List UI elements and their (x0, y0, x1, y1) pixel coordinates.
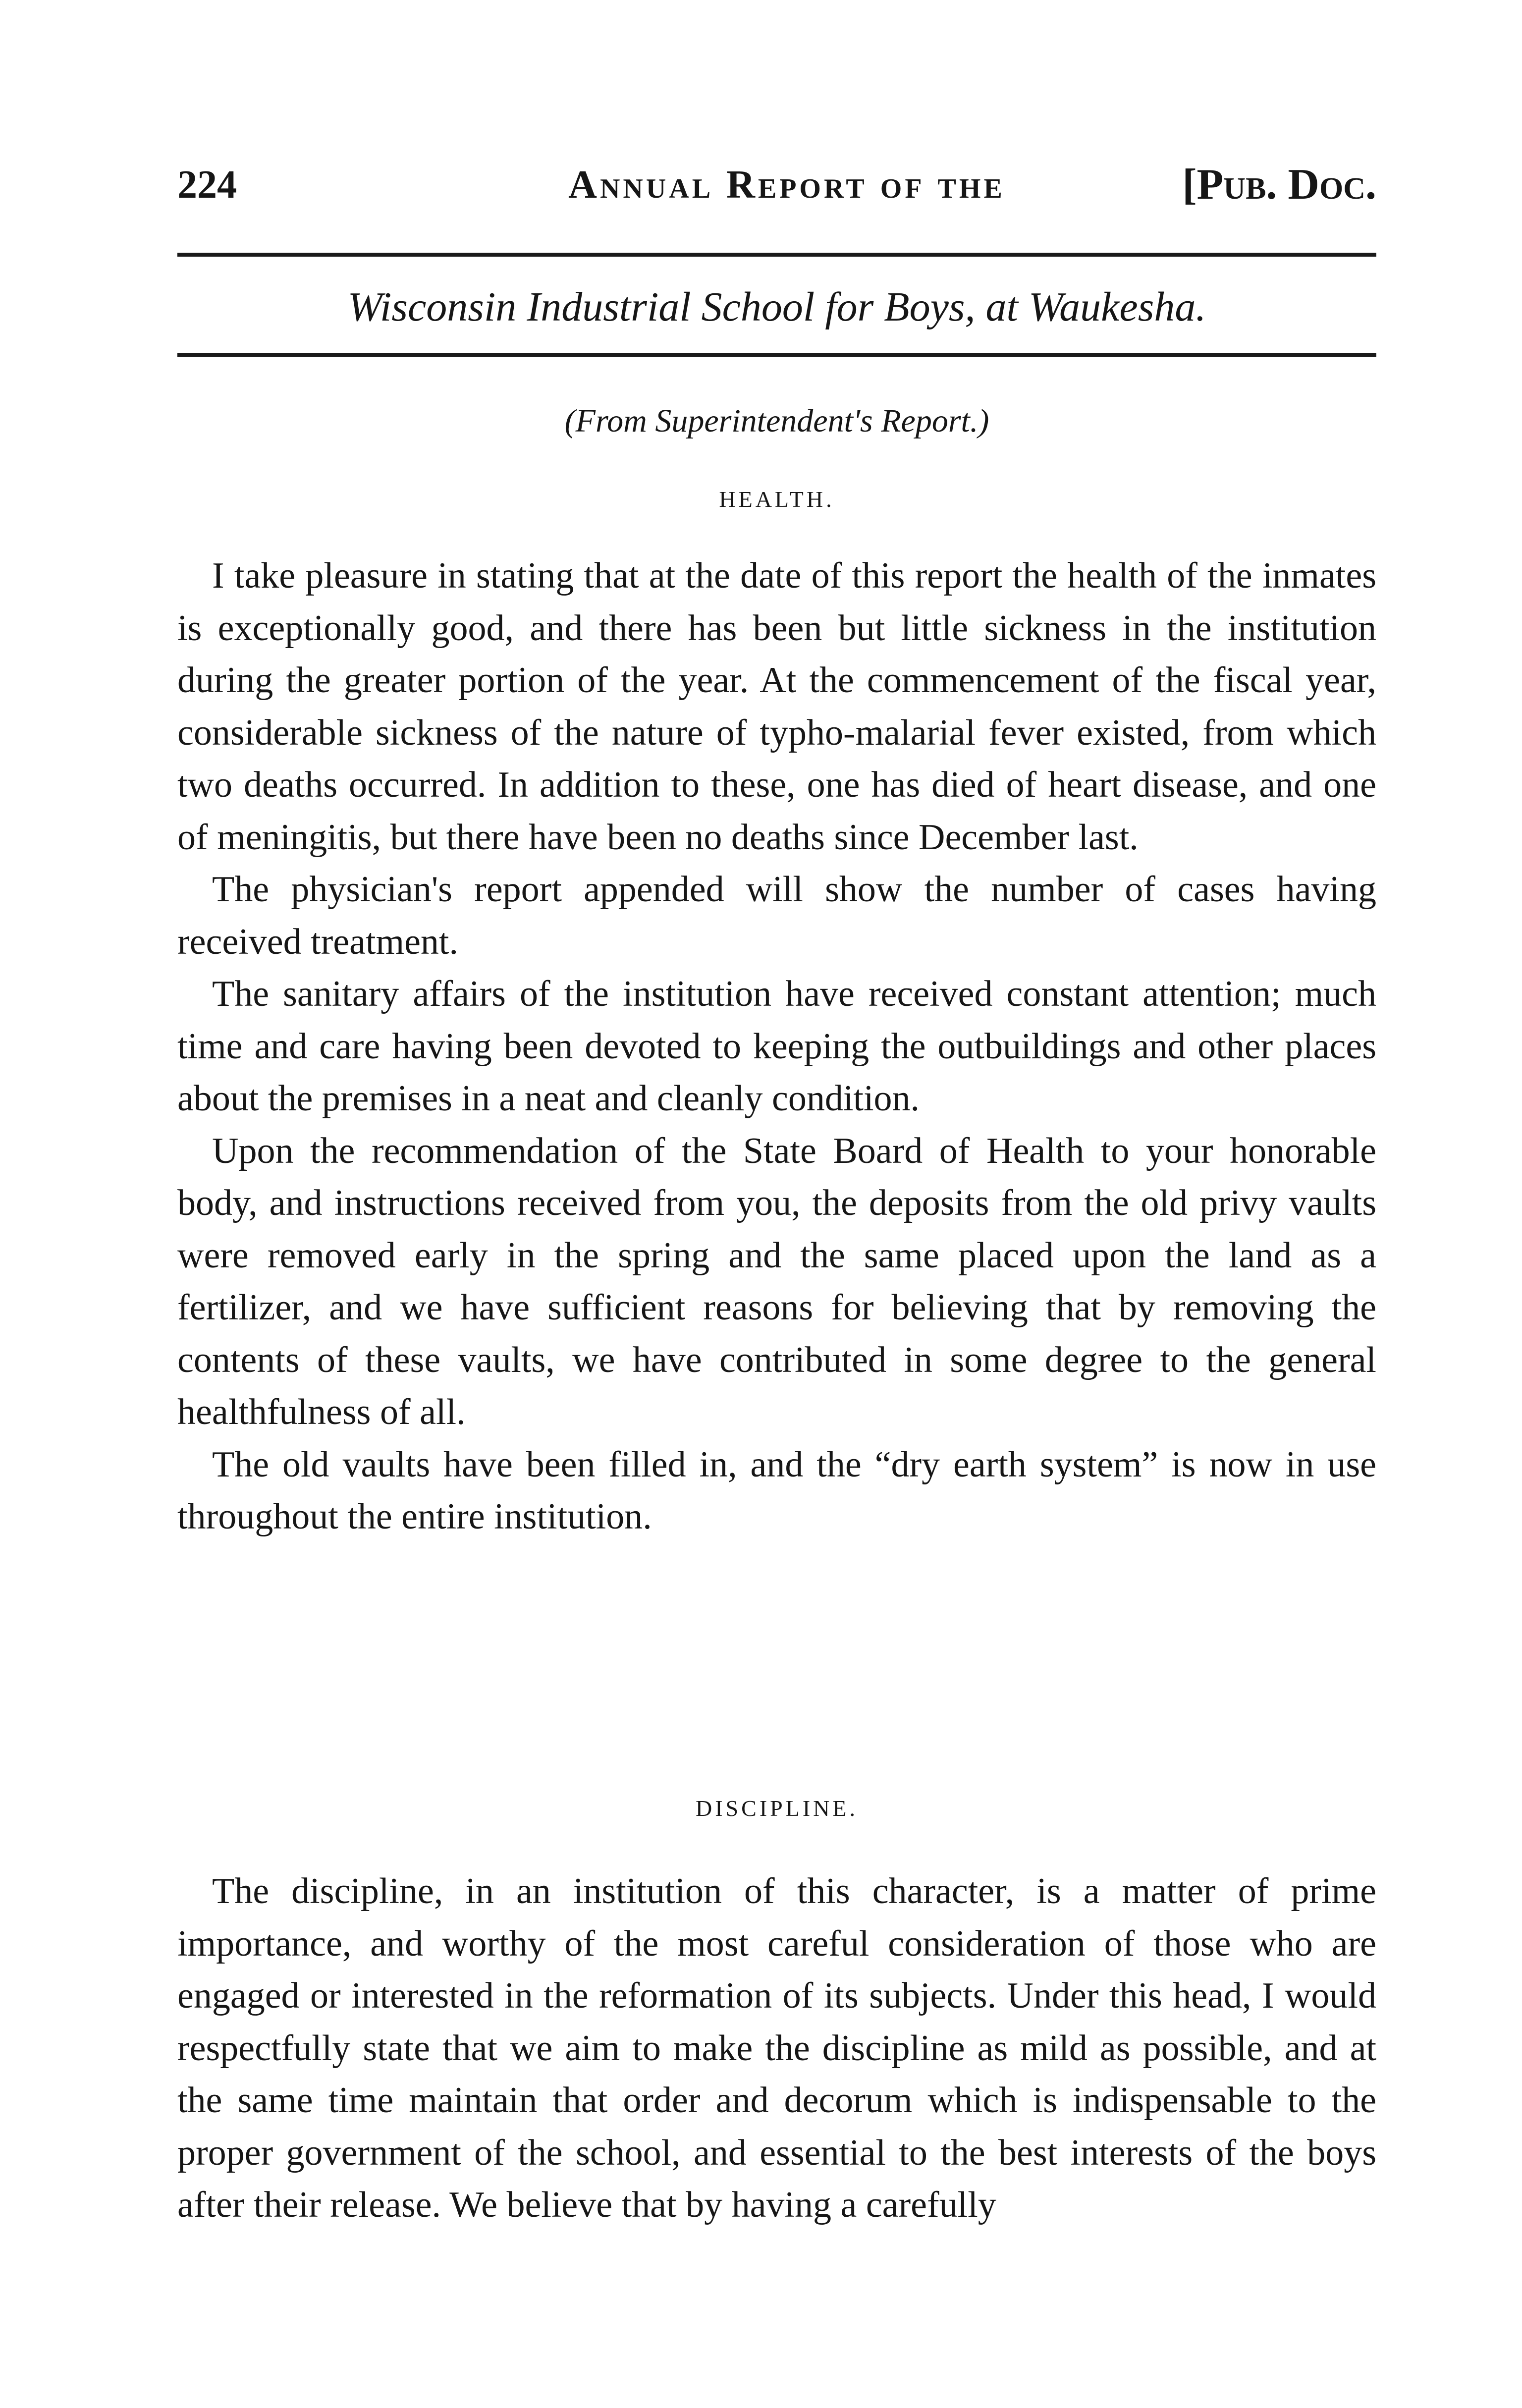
health-paragraph-4: Upon the recommendation of the State Board of Health to your honorable body, and instructions received from you, the deposits from the old privy vaults were removed early in the spring and the same placed upon the land as a fertilizer, and we have sufficient reasons for believing that by removing the contents of these vaults, we have contributed in some degree to the general healthfulness of all. (177, 1130, 1376, 1432)
health-paragraph-3: The sanitary affairs of the institution have received constant attention; much time and care having been devoted to keeping the outbuildings and other places about the premises in a neat and cleanly condition. (177, 974, 1376, 1119)
running-header (177, 158, 1376, 212)
section-heading-discipline: DISCIPLINE. (696, 1796, 858, 1821)
section-heading-health: HEALTH. (719, 487, 835, 512)
page-number: 224 (177, 163, 237, 207)
health-paragraph-2: The physician's report appended will show the number of cases having received treatment. (177, 869, 1376, 962)
health-paragraph-1: I take pleasure in stating that at the date of this report the health of the inmates is exceptionally good, and there has been but little sickness in the institution during the greater portion of the year. At the commencement of the fiscal year, considerable sickness of the nature of typho-malarial fever existed, from which two deaths occurred. In addition to these, one has died of heart disease, and one of meningitis, but there have been no deaths since December last. (177, 555, 1376, 858)
discipline-paragraph-1: The discipline, in an institution of this character, is a matter of prime importance, and worthy of the most careful consideration of those who are engaged or interested in the reformation of its subjects. Under this head, I would respectfully state that we aim to make the discipline as mild as possible, and at the same time maintain that order and decorum which is indispensable to the proper government of the school, and essential to the best interests of the boys after their release. We believe that by having a carefully (177, 1871, 1376, 2225)
publication-label: [Pub. Doc. (1182, 161, 1376, 209)
header-rule-bottom (177, 353, 1376, 357)
running-title: Annual Report of the (568, 163, 1005, 207)
health-section-body (177, 550, 1376, 1543)
header-rule-top (177, 253, 1376, 257)
source-note: (From Superintendent's Report.) (564, 403, 989, 439)
institution-title: Wisconsin Industrial School for Boys, at Waukesha. (347, 284, 1206, 330)
discipline-section-body (177, 1865, 1376, 2232)
health-paragraph-5: The old vaults have been filled in, and the “dry earth system” is now in use throughout the entire institution. (177, 1444, 1376, 1537)
